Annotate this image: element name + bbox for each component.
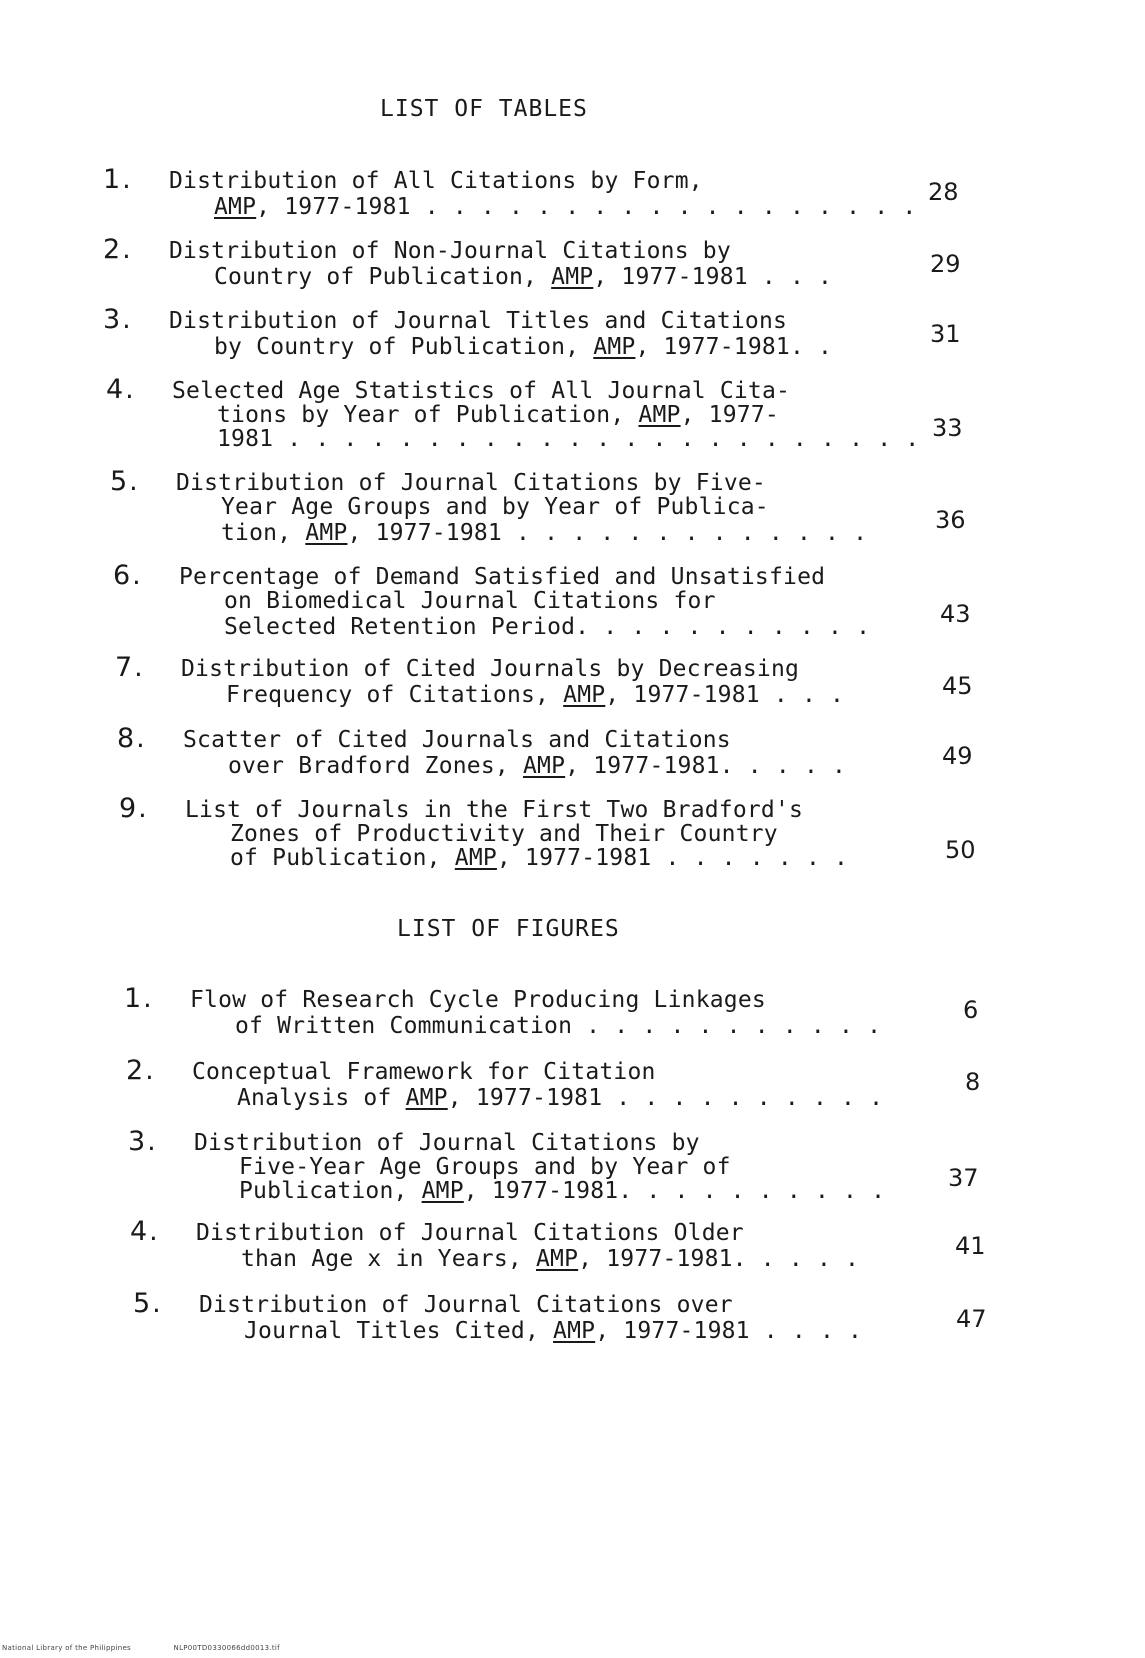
tables-heading: LIST OF TABLES <box>380 96 588 122</box>
table-number: 5. <box>110 466 140 497</box>
table-title-line: on Biomedical Journal Citations for <box>224 588 716 614</box>
table-page-number: 36 <box>935 506 966 534</box>
figure-page-number: 37 <box>948 1164 979 1192</box>
table-page-number: 50 <box>945 836 976 864</box>
amp-abbreviation: AMP <box>405 1085 448 1111</box>
table-title-line: Country of Publication, AMP, 1977-1981 . . . <box>214 264 833 290</box>
amp-abbreviation: AMP <box>593 334 636 360</box>
figure-page-number: 6 <box>963 996 979 1024</box>
table-title-line: Frequency of Citations, AMP, 1977-1981 . . . <box>226 682 845 708</box>
table-title-line: Selected Retention Period. . . . . . . . . . . <box>224 614 871 640</box>
table-number: 3. <box>103 304 133 335</box>
table-title-line: over Bradford Zones, AMP, 1977-1981. . . . . <box>228 753 847 779</box>
amp-abbreviation: AMP <box>523 753 566 779</box>
table-title-line: List of Journals in the First Two Bradford's <box>185 797 804 823</box>
table-number: 6. <box>113 560 143 591</box>
table-page-number: 31 <box>930 320 961 348</box>
table-title-line: Scatter of Cited Journals and Citations <box>183 727 731 753</box>
figure-title-line: Distribution of Journal Citations Older <box>196 1220 744 1246</box>
amp-abbreviation: AMP <box>421 1178 464 1204</box>
amp-abbreviation: AMP <box>454 845 497 871</box>
figure-number: 4. <box>130 1216 160 1247</box>
figure-number: 1. <box>124 983 154 1014</box>
table-title-line: Year Age Groups and by Year of Publica- <box>221 494 769 520</box>
table-number: 2. <box>103 234 133 265</box>
table-page-number: 29 <box>930 250 961 278</box>
table-page-number: 28 <box>928 178 959 206</box>
figure-title-line: Journal Titles Cited, AMP, 1977-1981 . . . . <box>244 1318 863 1344</box>
table-number: 4. <box>106 374 136 405</box>
table-number: 1. <box>103 164 133 195</box>
figure-title-line: Flow of Research Cycle Producing Linkages <box>190 987 766 1013</box>
table-title-line: 1981 . . . . . . . . . . . . . . . . . . . . . . . <box>217 426 920 452</box>
amp-abbreviation: AMP <box>305 520 348 546</box>
table-number: 7. <box>115 652 145 683</box>
amp-abbreviation: AMP <box>553 1318 596 1344</box>
figure-page-number: 41 <box>955 1232 986 1260</box>
figure-page-number: 8 <box>965 1068 981 1096</box>
figure-title-line: Five-Year Age Groups and by Year of <box>239 1154 731 1180</box>
footer-file-id: NLP00TD0330066dd0013.tif <box>173 1644 280 1652</box>
table-title-line: tion, AMP, 1977-1981 . . . . . . . . . . . . . <box>221 520 868 546</box>
figure-title-line: of Written Communication . . . . . . . . . . . <box>235 1013 882 1039</box>
table-title-line: Distribution of Journal Titles and Citations <box>169 308 788 334</box>
table-title-line: tions by Year of Publication, AMP, 1977- <box>217 402 779 428</box>
table-page-number: 45 <box>942 672 973 700</box>
figure-page-number: 47 <box>956 1305 987 1333</box>
figure-number: 5. <box>133 1288 163 1319</box>
table-page-number: 49 <box>942 742 973 770</box>
table-title-line: Distribution of Cited Journals by Decreasing <box>181 656 800 682</box>
figure-title-line: Analysis of AMP, 1977-1981 . . . . . . . . . . <box>237 1085 884 1111</box>
figure-title-line: Distribution of Journal Citations by <box>194 1130 700 1156</box>
table-page-number: 33 <box>932 414 963 442</box>
figure-title-line: Distribution of Journal Citations over <box>199 1292 733 1318</box>
table-title-line: Zones of Productivity and Their Country <box>230 821 778 847</box>
table-title-line: Selected Age Statistics of All Journal Cita- <box>172 378 791 404</box>
table-title-line: Percentage of Demand Satisfied and Unsatisfied <box>179 564 826 590</box>
table-title-line: by Country of Publication, AMP, 1977-1981. . <box>214 334 833 360</box>
figure-number: 3. <box>128 1126 158 1157</box>
figures-heading: LIST OF FIGURES <box>397 916 620 942</box>
table-number: 9. <box>119 793 149 824</box>
footer-library: National Library of the Philippines <box>2 1644 131 1652</box>
table-title-line: Distribution of Non-Journal Citations by <box>169 238 731 264</box>
figure-title-line: Conceptual Framework for Citation <box>192 1059 656 1085</box>
table-title-line: Distribution of Journal Citations by Five- <box>176 470 766 496</box>
figure-title-line: than Age x in Years, AMP, 1977-1981. . . . . <box>241 1246 860 1272</box>
table-title-line: of Publication, AMP, 1977-1981 . . . . . . . <box>230 845 849 871</box>
table-title-line: Distribution of All Citations by Form, <box>169 168 703 194</box>
amp-abbreviation: AMP <box>536 1246 579 1272</box>
table-number: 8. <box>117 723 147 754</box>
amp-abbreviation: AMP <box>214 194 257 220</box>
figure-title-line: Publication, AMP, 1977-1981. . . . . . . . . . <box>239 1178 886 1204</box>
page-footer <box>2 1644 320 1652</box>
amp-abbreviation: AMP <box>551 264 594 290</box>
figure-number: 2. <box>126 1055 156 1086</box>
table-title-line: AMP, 1977-1981 . . . . . . . . . . . . . . . . . . <box>214 194 917 220</box>
amp-abbreviation: AMP <box>638 402 681 428</box>
table-page-number: 43 <box>940 600 971 628</box>
amp-abbreviation: AMP <box>563 682 606 708</box>
